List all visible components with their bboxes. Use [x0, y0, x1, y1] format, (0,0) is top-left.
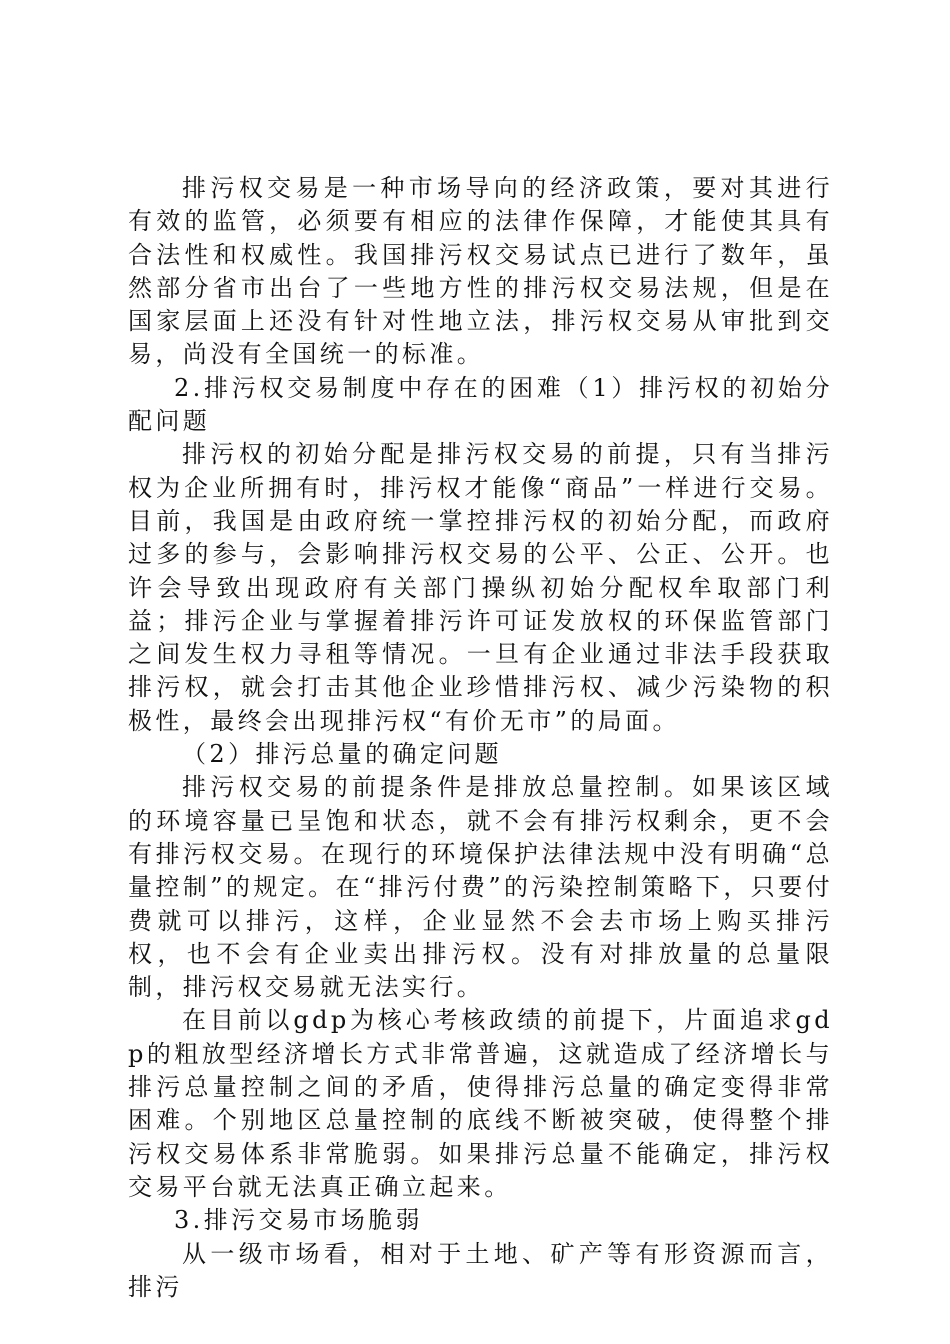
subheading-total-amount: （2）排污总量的确定问题: [182, 740, 503, 769]
paragraph-primary-market: 从一级市场看，相对于土地、矿产等有形资源而言，排污: [128, 1239, 833, 1301]
paragraph-gdp-conflict: 在目前以gdp为核心考核政绩的前提下，片面追求gdp的粗放型经济增长方式非常普遍，这就造成了经济增长与排污总量控制之间的矛盾，使得排污总量的确定变得非常困难。个别地区总量控制的底线不断被突破，使得整个排污权交易体系非常脆弱。如果排污总量不能确定，排污权交易平台就无法真正确立起来。: [128, 1006, 833, 1201]
section-heading-difficulties: 2.排污权交易制度中存在的困难（1）排污权的初始分配问题: [128, 373, 833, 436]
section-heading-market-fragility: 3.排污交易市场脆弱: [174, 1206, 423, 1235]
paragraph-total-control: 排污权交易的前提条件是排放总量控制。如果该区域的环境容量已呈饱和状态，就不会有排污权剩余，更不会有排污权交易。在现行的环境保护法律法规中没有明确“总量控制”的规定。在“排污付费”的污染控制策略下，只要付费就可以排污，这样，企业显然不会去市场上购买排污权，也不会有企业卖出排污权。没有对排放量的总量限制，排污权交易就无法实行。: [128, 773, 833, 1002]
paragraph-legal-guarantee: 排污权交易是一种市场导向的经济政策，要对其进行有效的监管，必须要有相应的法律作保障，才能使其具有合法性和权威性。我国排污权交易试点已进行了数年，虽然部分省市出台了一些地方性的排污权交易法规，但是在国家层面上还没有针对性地立法，排污权交易从审批到交易，尚没有全国统一的标准。: [128, 174, 833, 369]
paragraph-initial-allocation: 排污权的初始分配是排污权交易的前提，只有当排污权为企业所拥有时，排污权才能像“商品”一样进行交易。目前，我国是由政府统一掌控排污权的初始分配，而政府过多的参与，会影响排污权交易的公平、公正、公开。也许会导致出现政府有关部门操纵初始分配权牟取部门利益；排污企业与掌握着排污许可证发放权的环保监管部门之间发生权力寻租等情况。一旦有企业通过非法手段获取排污权，就会打击其他企业珍惜排污权、减少污染物的积极性，最终会出现排污权“有价无市”的局面。: [128, 440, 833, 735]
document-body: [128, 172, 833, 1304]
